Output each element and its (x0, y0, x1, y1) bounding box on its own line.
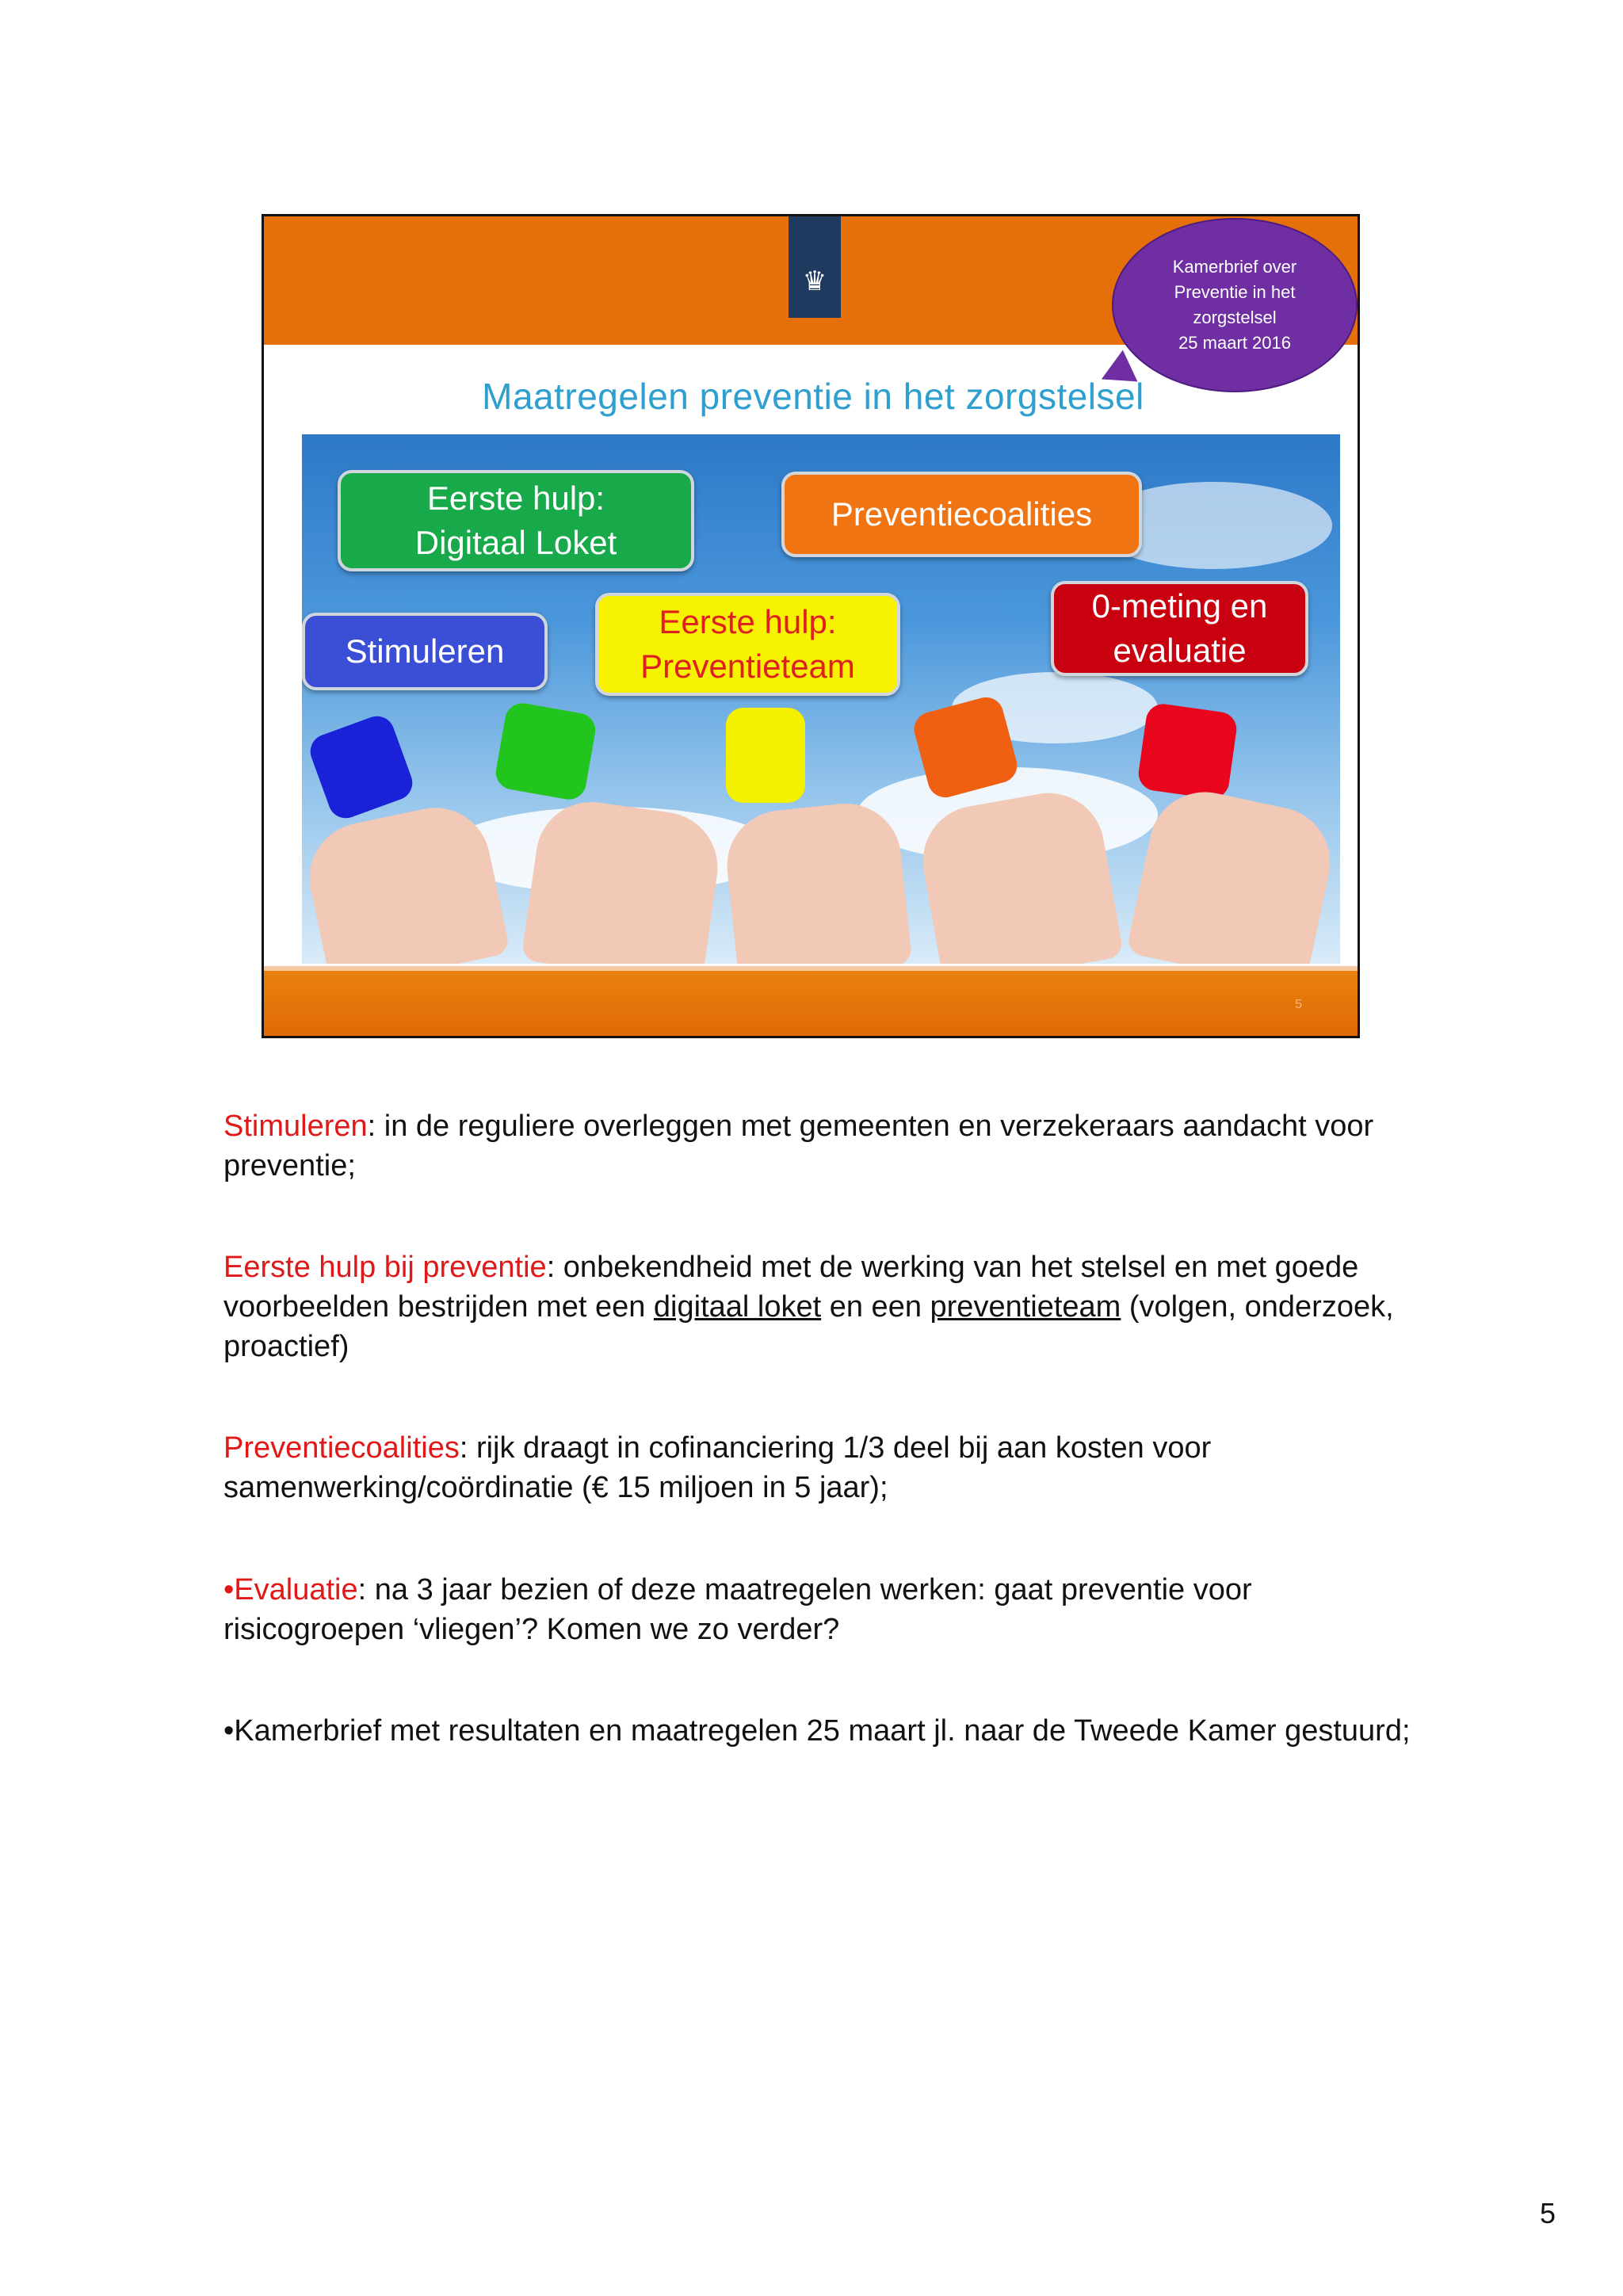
label-eerste-hulp-preventieteam (595, 593, 900, 696)
label-stimuleren (302, 613, 548, 690)
label-line: Preventiecoalities (831, 495, 1093, 533)
rijksoverheid-logo (789, 216, 841, 318)
term-stimuleren: Stimuleren (223, 1110, 368, 1143)
paragraph-stimuleren (223, 1106, 1428, 1186)
paragraph-evaluatie (223, 1570, 1428, 1649)
slide-bottom-band (264, 971, 1358, 1036)
puzzle-piece-blue-icon (306, 712, 418, 823)
paragraph-text: (volgen, onderzoek, proactief) (223, 1290, 1394, 1363)
label-line: Digitaal Loket (414, 524, 617, 561)
paragraph-text: en een (821, 1290, 930, 1324)
puzzle-piece-yellow-icon (726, 708, 805, 803)
label-line: Preventieteam (640, 648, 855, 685)
band-divider (264, 966, 1358, 971)
paragraph-text: : rijk draagt in cofinanciering 1/3 deel bij aan kosten voor samenwerking/coördinatie (€ 15 miljoen in 5 jaar); (223, 1431, 1212, 1504)
label-eerste-hulp-digitaal-loket (338, 470, 694, 571)
paragraph-text: •Kamerbrief met resultaten en maatregelen 25 maart jl. naar de Tweede Kamer gestuurd; (223, 1714, 1411, 1748)
bubble-line: zorgstelsel (1193, 308, 1277, 327)
paragraph-kamerbrief (223, 1711, 1428, 1751)
slide-number: 5 (1295, 998, 1302, 1011)
paragraph-text: : na 3 jaar bezien of deze maatregelen werken: gaat preventie voor risicogroepen ‘vliegen’? Komen we zo verder? (223, 1573, 1252, 1646)
label-line: Eerste hulp: (659, 603, 837, 640)
term-eerste-hulp-bij-preventie: Eerste hulp bij preventie (223, 1251, 547, 1284)
crest-icon: ♛ (802, 266, 827, 296)
underlined-digitaal-loket: digitaal loket (653, 1290, 822, 1324)
paragraph-text: : onbekendheid met de werking van het stelsel en met goede voorbeelden bestrijden met een (223, 1251, 1359, 1324)
underlined-preventieteam: preventieteam (930, 1290, 1121, 1324)
puzzle-piece-green-icon (493, 701, 598, 802)
puzzle-hands-photo (302, 434, 1340, 964)
paragraph-preventiecoalities (223, 1428, 1428, 1507)
slide-image (262, 214, 1360, 1038)
label-line: Stimuleren (345, 632, 505, 670)
bubble-line: Kamerbrief over (1172, 257, 1297, 277)
bubble-line: 25 maart 2016 (1178, 333, 1291, 353)
label-line: evaluatie (1113, 632, 1247, 669)
speech-bubble (1112, 218, 1358, 392)
hand-icon (722, 798, 913, 964)
label-preventiecoalities (781, 472, 1142, 557)
hand-icon (302, 797, 510, 964)
label-0-meting-en-evaluatie (1051, 581, 1308, 676)
hand-icon (1126, 781, 1340, 964)
label-line: Eerste hulp: (426, 479, 605, 517)
slide-title: Maatregelen preventie in het zorgstelsel (482, 376, 1144, 417)
paragraph-eerste-hulp (223, 1247, 1428, 1366)
term-evaluatie: •Evaluatie (223, 1573, 358, 1606)
puzzle-piece-red-icon (1136, 702, 1239, 801)
term-preventiecoalities: Preventiecoalities (223, 1431, 460, 1465)
bubble-line: Preventie in het (1174, 282, 1296, 302)
label-line: 0-meting en (1091, 587, 1268, 625)
paragraph-text: : in de reguliere overleggen met gemeenten en verzekeraars aandacht voor preventie; (223, 1110, 1374, 1182)
page-number: 5 (1539, 2197, 1556, 2229)
